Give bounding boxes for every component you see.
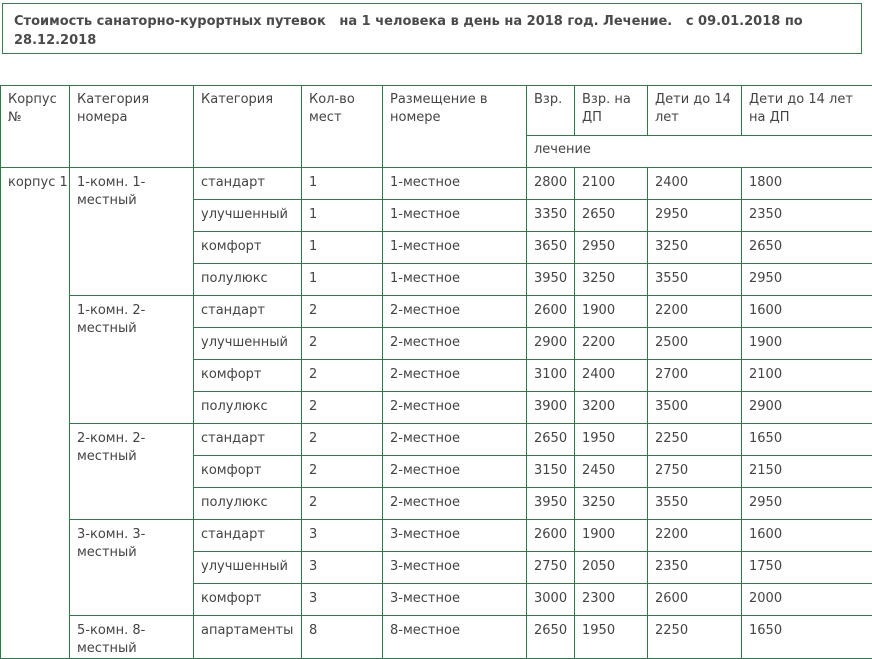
header-category: Категория <box>194 86 302 168</box>
cell-category: улучшенный <box>194 328 302 360</box>
cell-child: 2200 <box>648 520 742 552</box>
cell-places: 3 <box>302 584 383 616</box>
cell-category: комфорт <box>194 584 302 616</box>
cell-category: полулюкс <box>194 488 302 520</box>
cell-child: 2400 <box>648 168 742 200</box>
cell-places: 2 <box>302 424 383 456</box>
cell-places: 1 <box>302 168 383 200</box>
cell-adult-dp: 2950 <box>575 232 648 264</box>
cell-adult: 3000 <box>527 584 575 616</box>
cell-adult: 3950 <box>527 264 575 296</box>
cell-child: 2750 <box>648 456 742 488</box>
cell-places: 2 <box>302 328 383 360</box>
cell-places: 2 <box>302 392 383 424</box>
cell-adult: 2650 <box>527 424 575 456</box>
table-row <box>1 520 872 552</box>
cell-child: 2500 <box>648 328 742 360</box>
cell-places: 2 <box>302 488 383 520</box>
cell-child: 3550 <box>648 488 742 520</box>
cell-category: стандарт <box>194 296 302 328</box>
cell-child: 3250 <box>648 232 742 264</box>
header-adult: Взр. <box>527 86 575 136</box>
cell-accommodation: 2-местное <box>383 328 527 360</box>
cell-adult-dp: 2100 <box>575 168 648 200</box>
cell-accommodation: 1-местное <box>383 232 527 264</box>
cell-accommodation: 2-местное <box>383 360 527 392</box>
cell-child-dp: 2350 <box>742 200 872 232</box>
cell-adult-dp: 1900 <box>575 520 648 552</box>
cell-adult: 3950 <box>527 488 575 520</box>
cell-child-dp: 2950 <box>742 488 872 520</box>
price-table <box>0 85 872 659</box>
cell-adult-dp: 3200 <box>575 392 648 424</box>
cell-adult-dp: 2200 <box>575 328 648 360</box>
table-row <box>1 168 872 200</box>
cell-category: полулюкс <box>194 264 302 296</box>
table-row <box>1 616 872 659</box>
header-row <box>1 86 872 136</box>
cell-category: стандарт <box>194 168 302 200</box>
cell-accommodation: 2-местное <box>383 392 527 424</box>
cell-child: 2950 <box>648 200 742 232</box>
cell-child-dp: 1650 <box>742 424 872 456</box>
cell-adult-dp: 2450 <box>575 456 648 488</box>
cell-accommodation: 2-местное <box>383 424 527 456</box>
cell-adult-dp: 2400 <box>575 360 648 392</box>
cell-category: апартаменты <box>194 616 302 659</box>
cell-korpus: корпус 1 <box>1 168 70 659</box>
cell-child-dp: 1600 <box>742 296 872 328</box>
cell-accommodation: 2-местное <box>383 296 527 328</box>
table-row <box>1 296 872 328</box>
cell-adult-dp: 1950 <box>575 616 648 659</box>
header-child: Дети до 14 лет <box>648 86 742 136</box>
cell-category: улучшенный <box>194 552 302 584</box>
cell-adult-dp: 3250 <box>575 264 648 296</box>
header-adult-dp: Взр. на ДП <box>575 86 648 136</box>
cell-child-dp: 2950 <box>742 264 872 296</box>
cell-child: 2250 <box>648 424 742 456</box>
cell-room-category: 2-комн. 2-местный <box>70 424 194 520</box>
cell-category: комфорт <box>194 360 302 392</box>
cell-adult-dp: 3250 <box>575 488 648 520</box>
cell-room-category: 3-комн. 3-местный <box>70 520 194 616</box>
cell-adult: 2600 <box>527 520 575 552</box>
cell-category: комфорт <box>194 232 302 264</box>
cell-child: 2350 <box>648 552 742 584</box>
cell-adult-dp: 1950 <box>575 424 648 456</box>
cell-adult: 2900 <box>527 328 575 360</box>
cell-places: 2 <box>302 456 383 488</box>
cell-adult: 2600 <box>527 296 575 328</box>
cell-adult-dp: 2300 <box>575 584 648 616</box>
cell-places: 1 <box>302 200 383 232</box>
cell-child-dp: 2000 <box>742 584 872 616</box>
cell-child-dp: 2150 <box>742 456 872 488</box>
cell-accommodation: 1-местное <box>383 200 527 232</box>
cell-adult: 2800 <box>527 168 575 200</box>
cell-adult: 2650 <box>527 616 575 659</box>
cell-places: 1 <box>302 232 383 264</box>
cell-accommodation: 3-местное <box>383 584 527 616</box>
cell-adult: 3100 <box>527 360 575 392</box>
cell-adult-dp: 1900 <box>575 296 648 328</box>
cell-child: 2200 <box>648 296 742 328</box>
cell-adult: 3150 <box>527 456 575 488</box>
cell-adult: 3650 <box>527 232 575 264</box>
cell-places: 3 <box>302 552 383 584</box>
cell-room-category: 1-комн. 2-местный <box>70 296 194 424</box>
cell-child-dp: 2650 <box>742 232 872 264</box>
cell-adult-dp: 2050 <box>575 552 648 584</box>
cell-room-category: 5-комн. 8-местный <box>70 616 194 659</box>
cell-child-dp: 2900 <box>742 392 872 424</box>
cell-accommodation: 8-местное <box>383 616 527 659</box>
header-accommodation: Размещение в номере <box>383 86 527 168</box>
cell-child: 3500 <box>648 392 742 424</box>
cell-category: стандарт <box>194 424 302 456</box>
cell-adult: 3900 <box>527 392 575 424</box>
cell-accommodation: 2-местное <box>383 456 527 488</box>
cell-child: 2250 <box>648 616 742 659</box>
page-title: Стоимость санаторно-курортных путевок на 1 человека в день на 2018 год. Лечение. с 09.01.2018 по 28.12.2018 <box>14 12 861 50</box>
cell-child-dp: 1900 <box>742 328 872 360</box>
cell-accommodation: 1-местное <box>383 264 527 296</box>
cell-child-dp: 2100 <box>742 360 872 392</box>
table-row <box>1 424 872 456</box>
cell-adult: 3350 <box>527 200 575 232</box>
cell-child-dp: 1800 <box>742 168 872 200</box>
cell-adult: 2750 <box>527 552 575 584</box>
cell-places: 3 <box>302 520 383 552</box>
cell-accommodation: 1-местное <box>383 168 527 200</box>
cell-accommodation: 3-местное <box>383 552 527 584</box>
cell-places: 1 <box>302 264 383 296</box>
cell-places: 8 <box>302 616 383 659</box>
header-korpus: Корпус № <box>1 86 70 168</box>
header-treatment: лечение <box>527 136 872 168</box>
cell-child-dp: 1750 <box>742 552 872 584</box>
cell-category: стандарт <box>194 520 302 552</box>
cell-category: комфорт <box>194 456 302 488</box>
cell-child-dp: 1600 <box>742 520 872 552</box>
title-box <box>2 3 862 54</box>
cell-category: полулюкс <box>194 392 302 424</box>
cell-room-category: 1-комн. 1-местный <box>70 168 194 296</box>
header-child-dp: Дети до 14 лет на ДП <box>742 86 872 136</box>
cell-accommodation: 3-местное <box>383 520 527 552</box>
cell-child: 2600 <box>648 584 742 616</box>
cell-accommodation: 2-местное <box>383 488 527 520</box>
cell-category: улучшенный <box>194 200 302 232</box>
cell-places: 2 <box>302 360 383 392</box>
cell-adult-dp: 2650 <box>575 200 648 232</box>
cell-child: 3550 <box>648 264 742 296</box>
cell-child-dp: 1650 <box>742 616 872 659</box>
cell-places: 2 <box>302 296 383 328</box>
header-room-category: Категория номера <box>70 86 194 168</box>
cell-child: 2700 <box>648 360 742 392</box>
header-places: Кол-во мест <box>302 86 383 168</box>
